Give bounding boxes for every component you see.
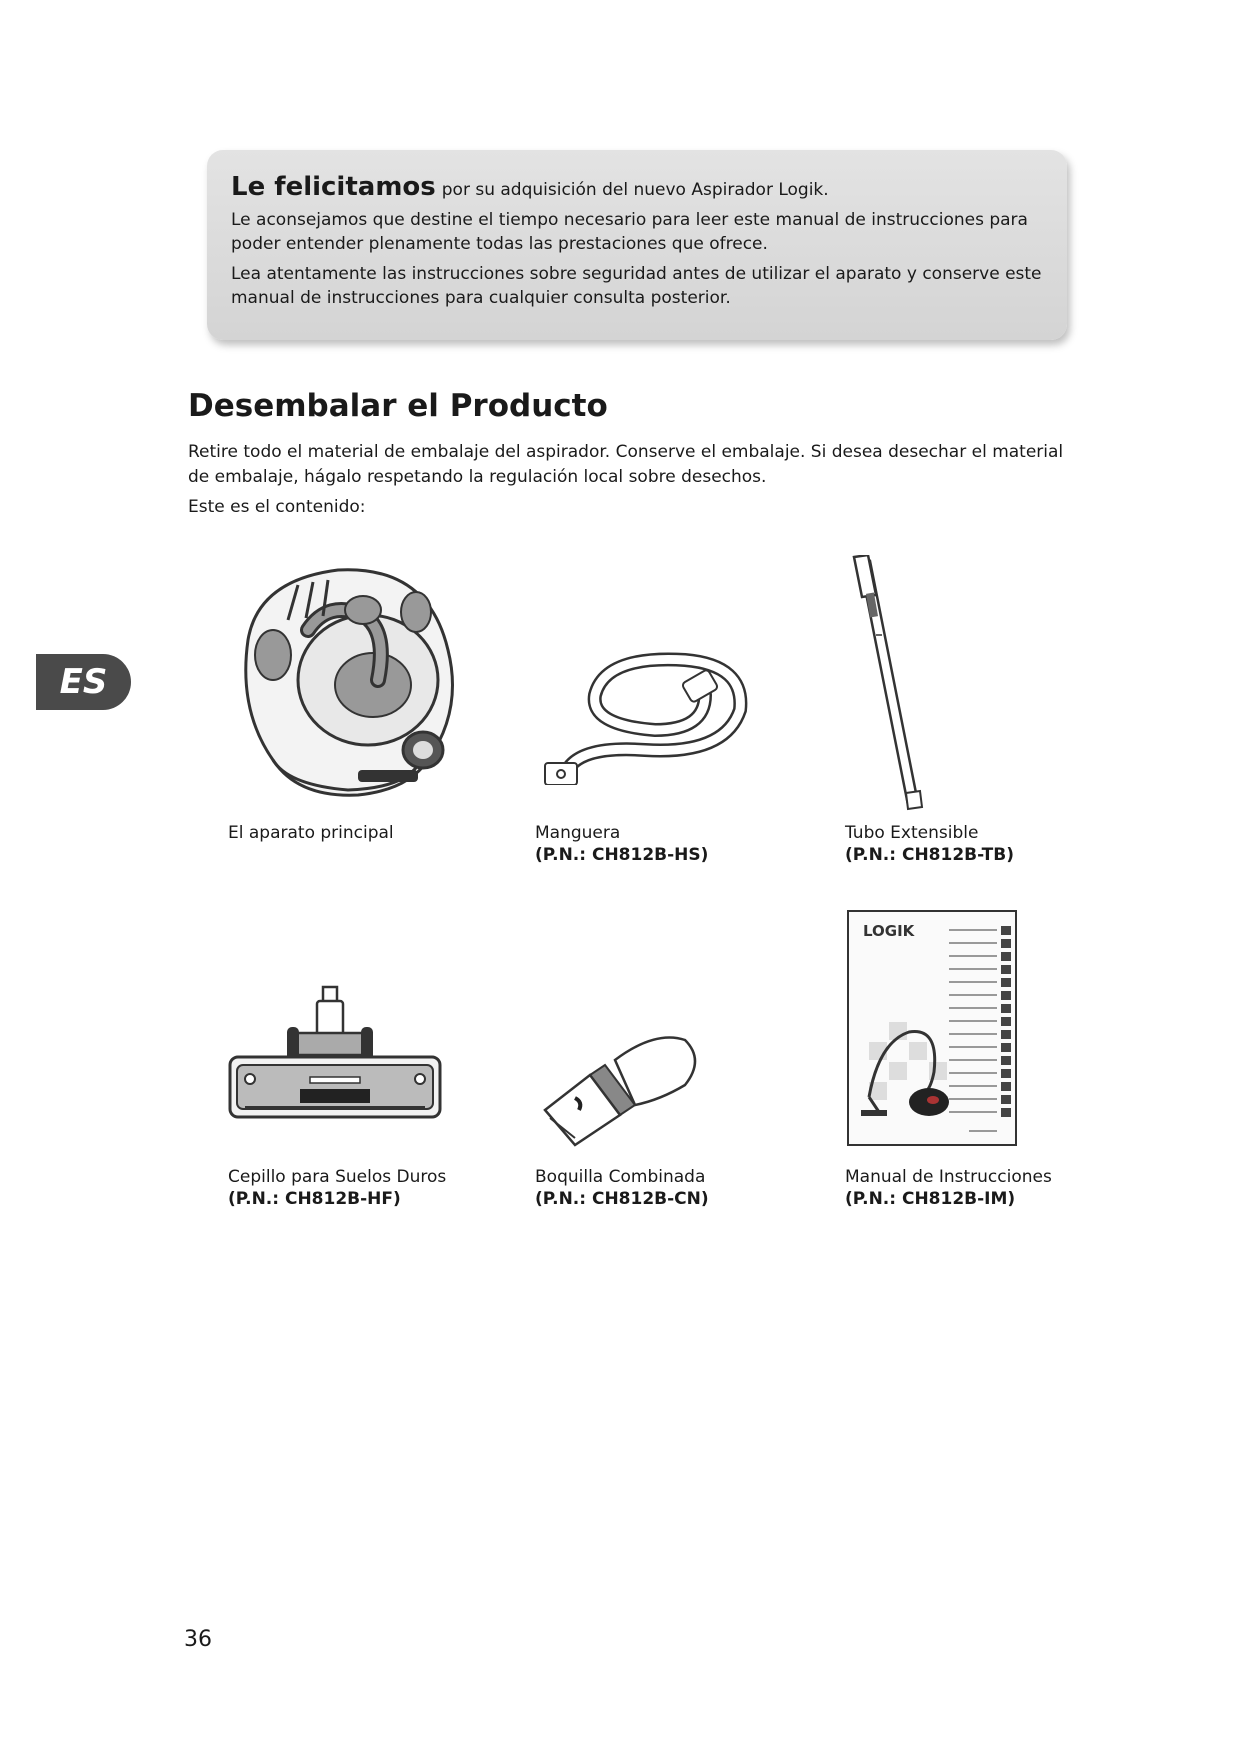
item-name: Tubo Extensible bbox=[845, 823, 979, 843]
page-number: 36 bbox=[184, 1627, 212, 1652]
main-unit-illustration bbox=[228, 560, 468, 810]
item-part-number: (P.N.: CH812B-IM) bbox=[845, 1189, 1016, 1209]
combination-nozzle-illustration bbox=[535, 1020, 705, 1150]
intro-heading bbox=[231, 172, 1047, 202]
item-part-number: (P.N.: CH812B-TB) bbox=[845, 845, 1014, 865]
item-name: Boquilla Combinada bbox=[535, 1167, 706, 1187]
language-tab: ES bbox=[36, 654, 131, 710]
item-part-number: (P.N.: CH812B-CN) bbox=[535, 1189, 709, 1209]
item-name: Cepillo para Suelos Duros bbox=[228, 1167, 447, 1187]
item-caption-nozzle bbox=[535, 1166, 709, 1210]
floor-brush-illustration bbox=[225, 985, 445, 1135]
hose-illustration bbox=[535, 635, 755, 785]
manual-logo: LOGIK bbox=[863, 922, 915, 940]
intro-box bbox=[207, 150, 1067, 340]
section-paragraph-2: Este es el contenido: bbox=[188, 497, 366, 517]
instruction-manual-illustration bbox=[847, 910, 1017, 1146]
intro-title-rest: por su adquisición del nuevo Aspirador Logik. bbox=[441, 180, 829, 200]
item-name: El aparato principal bbox=[228, 823, 394, 843]
section-body bbox=[188, 440, 1068, 525]
section-paragraph-1: Retire todo el material de embalaje del aspirador. Conserve el embalaje. Si desea desechar el material de embalaje, hágalo respetando la regulación local sobre desechos. bbox=[188, 442, 1064, 487]
item-name: Manual de Instrucciones bbox=[845, 1167, 1052, 1187]
item-caption-hose bbox=[535, 822, 708, 866]
section-title: Desembalar el Producto bbox=[188, 388, 608, 424]
intro-title-bold: Le felicitamos bbox=[231, 172, 436, 202]
intro-paragraph-1: Le aconsejamos que destine el tiempo necesario para leer este manual de instrucciones para poder entender plenamente todas las prestaciones que ofrece. bbox=[231, 210, 1028, 254]
item-part-number: (P.N.: CH812B-HF) bbox=[228, 1189, 401, 1209]
intro-paragraph-2: Lea atentamente las instrucciones sobre seguridad antes de utilizar el aparato y conserve este manual de instrucciones para cualquier consulta posterior. bbox=[231, 264, 1042, 308]
extension-tube-illustration bbox=[840, 555, 940, 815]
item-part-number: (P.N.: CH812B-HS) bbox=[535, 845, 709, 865]
item-name: Manguera bbox=[535, 823, 621, 843]
item-caption-main-unit bbox=[228, 822, 394, 844]
item-caption-tube bbox=[845, 822, 1014, 866]
item-caption-manual bbox=[845, 1166, 1052, 1210]
item-caption-floor-brush bbox=[228, 1166, 446, 1210]
